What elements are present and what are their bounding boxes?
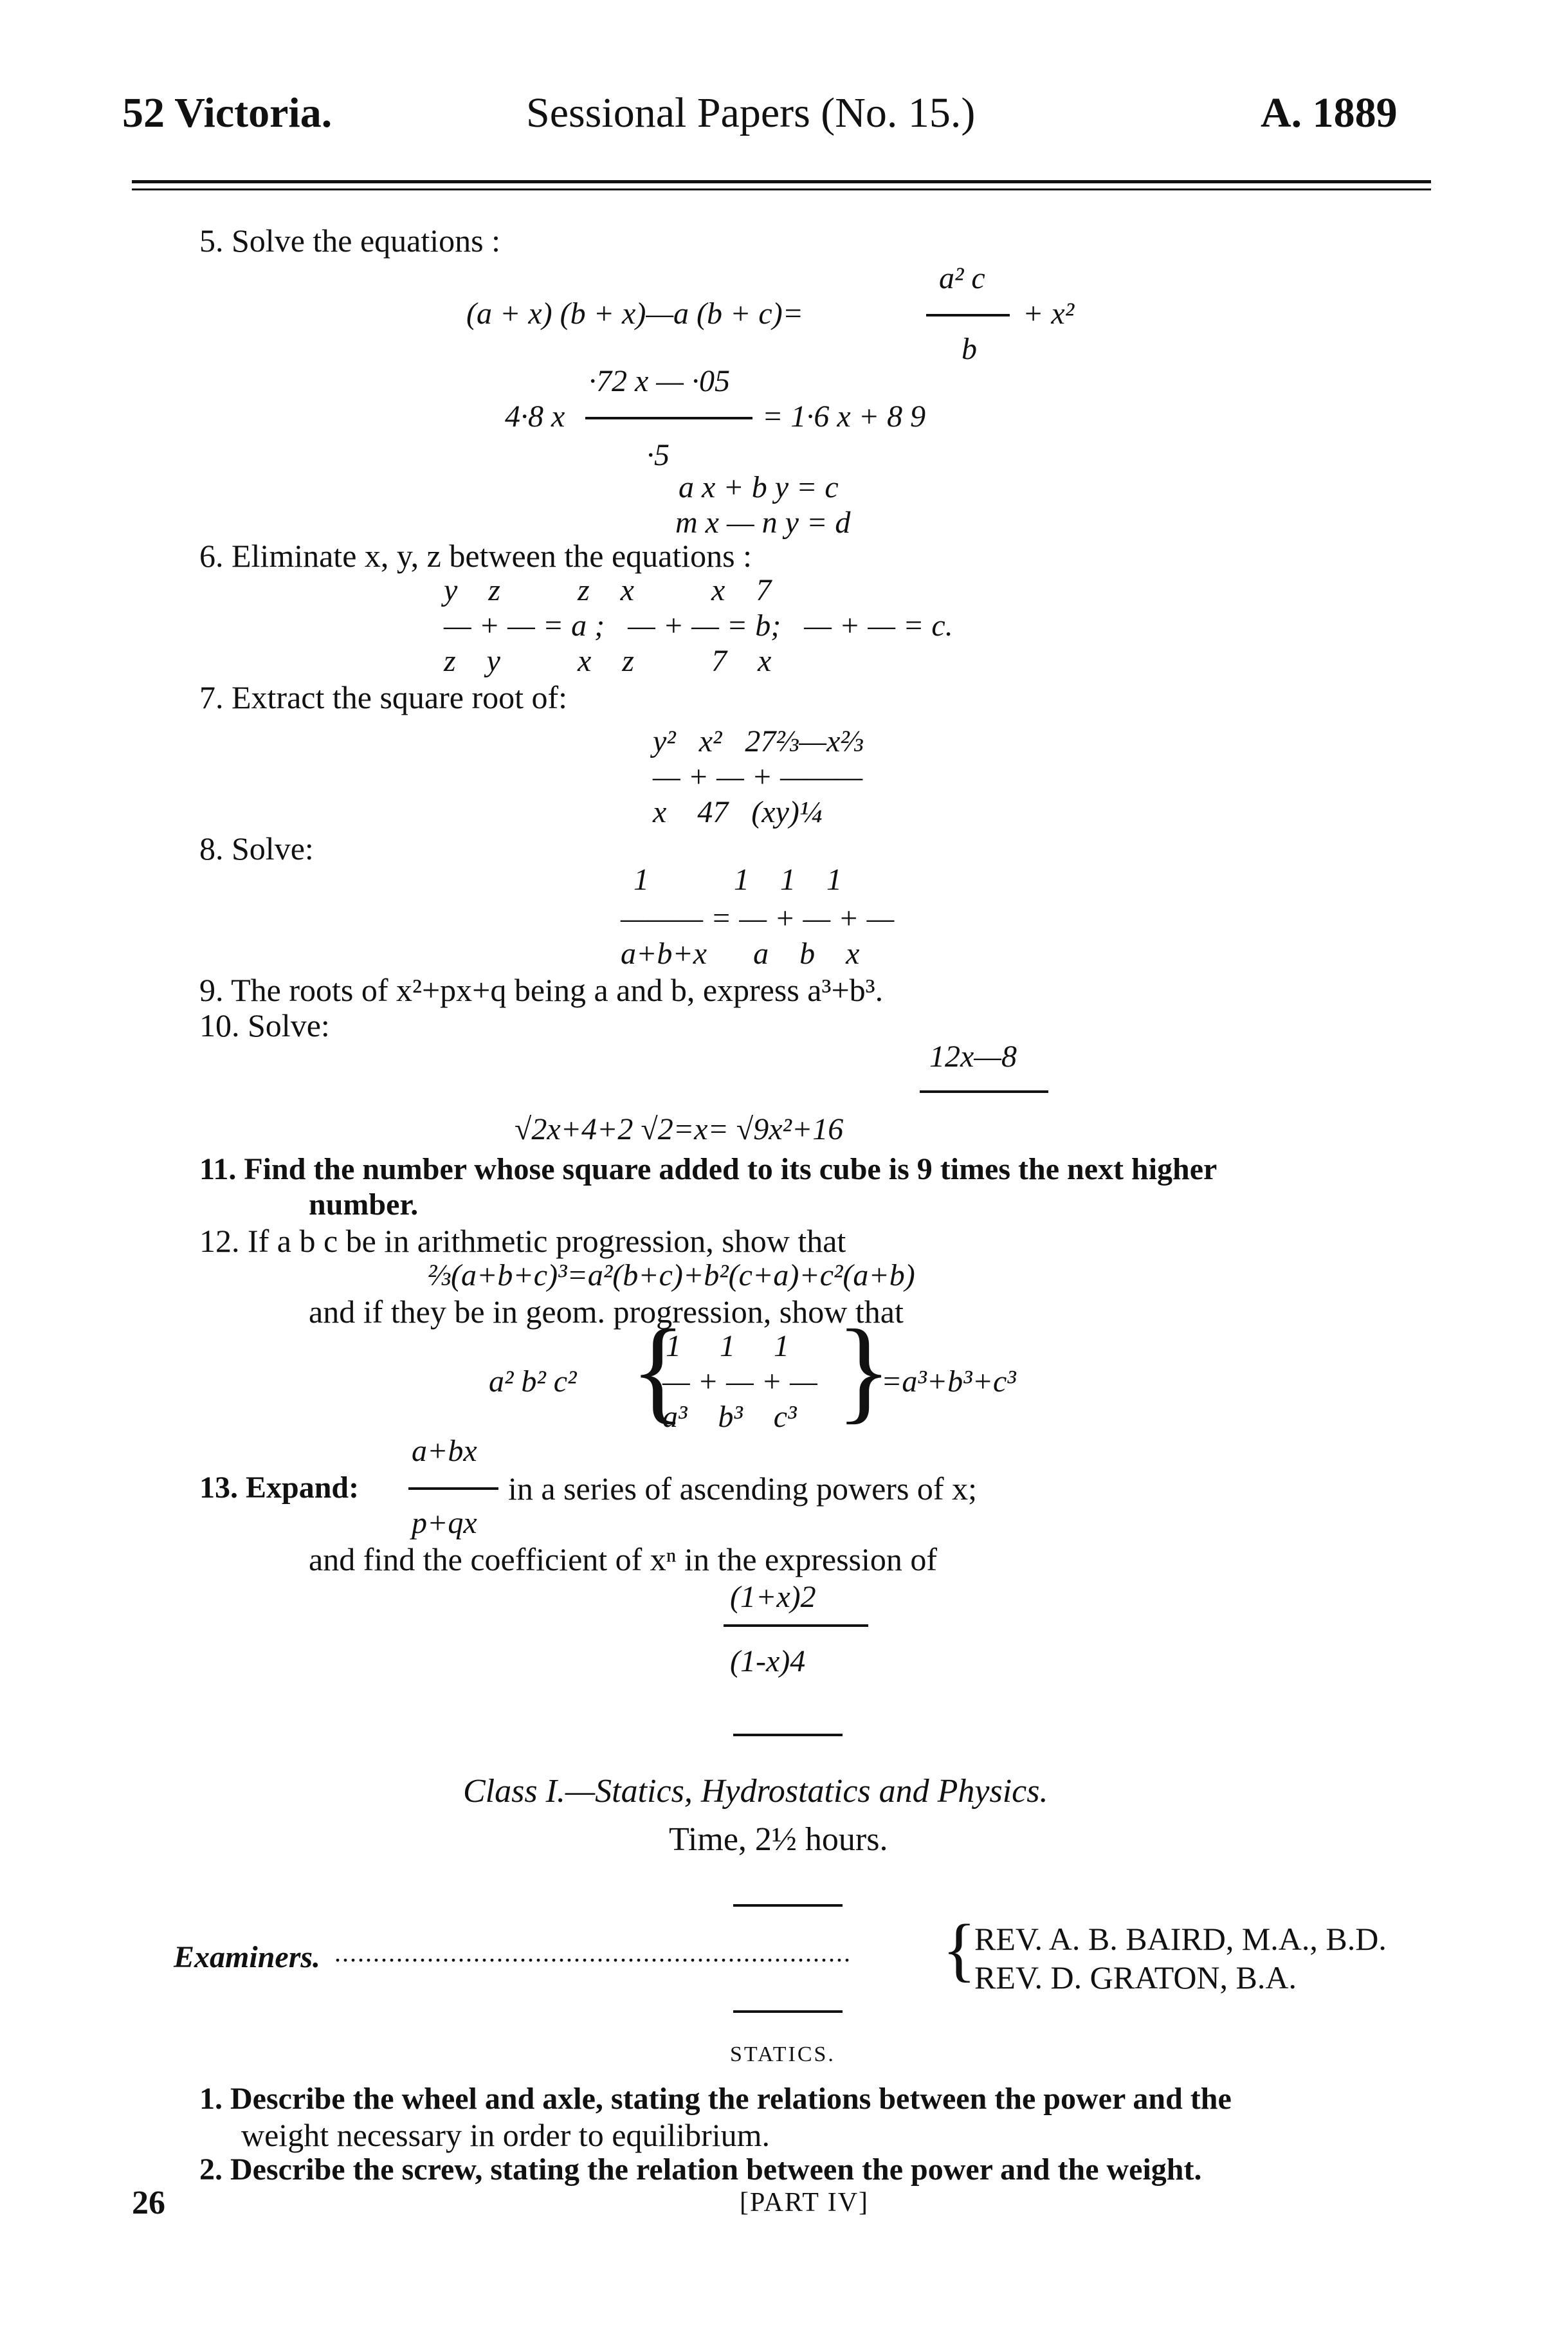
q5-eq4: m x — n y = d <box>675 506 851 540</box>
section-time: Time, 2½ hours. <box>669 1821 888 1858</box>
q5-eq2-bar <box>585 417 752 419</box>
q13-label: 13. Expand: <box>199 1471 360 1505</box>
q13-den: p+qx <box>412 1506 477 1540</box>
q5-eq2-num: ·72 x — ·05 <box>588 364 730 398</box>
q10-num: 12x—8 <box>929 1040 1017 1074</box>
q5-eq3: a x + b y = c <box>679 470 839 504</box>
footer-page-number: 26 <box>132 2185 165 2221</box>
q6-mid: — + — = a ; — + — = b; — + — = c. <box>444 609 953 643</box>
separator <box>733 1904 843 1907</box>
q7-top: y² x² 27⅔—x⅔ <box>653 724 864 758</box>
q8-mid: ——— = — + — + — <box>621 901 895 935</box>
examiner-name-2: REV. D. GRATON, B.A. <box>974 1959 1297 1995</box>
header-rule-top <box>132 180 1431 183</box>
q10-eq: √2x+4+2 √2=x= √9x²+16 <box>515 1112 844 1146</box>
q7-label: 7. Extract the square root of: <box>199 679 568 715</box>
q12-brace-rhs: =a³+b³+c³ <box>881 1364 1016 1399</box>
q12-line1: 12. If a b c be in arithmetic progression, show that <box>199 1223 846 1259</box>
left-brace-icon: { <box>630 1306 686 1434</box>
left-brace-icon: { <box>942 1910 976 1988</box>
q5-label: 5. Solve the equations : <box>199 223 500 259</box>
q5-eq1-num: a² c <box>939 261 985 295</box>
q11-line1: 11. Find the number whose square added to its cube is 9 times the next higher <box>199 1152 1217 1186</box>
footer-part: [PART IV] <box>740 2188 870 2217</box>
q11-line2: number. <box>309 1188 419 1222</box>
examiners-dots: ................................................................... <box>334 1938 852 1967</box>
q13-text: in a series of ascending powers of x; <box>508 1471 977 1507</box>
q7-bot: x 47 (xy)¼ <box>653 795 823 829</box>
q13-frac-bar <box>724 1624 868 1627</box>
q12-line3: and if they be in geom. progression, show that <box>309 1294 904 1330</box>
examiner-name-1: REV. A. B. BAIRD, M.A., B.D. <box>974 1921 1387 1957</box>
q5-eq1-lhs: (a + x) (b + x)—a (b + c)= <box>466 297 804 331</box>
q5-eq1-tail: + x² <box>1023 297 1075 331</box>
q13-bar <box>408 1487 498 1490</box>
q13-num: a+bx <box>412 1434 477 1468</box>
q6-top: y z z x x 7 <box>444 573 772 607</box>
header-center: Sessional Papers (No. 15.) <box>526 89 976 136</box>
q5-eq2-rhs: = 1·6 x + 8 9 <box>762 399 926 434</box>
right-brace-icon: } <box>836 1306 892 1434</box>
q6-bot: z y x z 7 x <box>444 644 772 678</box>
statics-q1-line1: 1. Describe the wheel and axle, stating the relations between the power and the <box>199 2082 1232 2116</box>
q8-bot: a+b+x a b x <box>621 937 860 971</box>
q13-frac-den: (1-x)4 <box>730 1644 806 1678</box>
section-title: Class I.—Statics, Hydrostatics and Physics. <box>463 1773 1048 1810</box>
q13-line2: and find the coefficient of xⁿ in the expression of <box>309 1541 938 1577</box>
statics-heading: STATICS. <box>730 2042 835 2066</box>
q8-top: 1 1 1 1 <box>634 863 842 897</box>
q9-label: 9. The roots of x²+px+q being a and b, express a³+b³. <box>199 972 884 1008</box>
separator <box>733 2010 843 2013</box>
header-right: A. 1889 <box>1261 89 1398 136</box>
header-rule-bottom <box>132 188 1431 190</box>
q5-eq2-den: ·5 <box>646 438 670 472</box>
q5-eq2-lhs: 4·8 x <box>505 399 565 434</box>
statics-q1-line2: weight necessary in order to equilibrium. <box>241 2117 770 2153</box>
header-left: 52 Victoria. <box>122 89 333 136</box>
examiners-label: Examiners. <box>174 1940 321 1974</box>
statics-q2: 2. Describe the screw, stating the relation between the power and the weight. <box>199 2152 1202 2187</box>
q5-eq1-den: b <box>962 332 977 366</box>
q10-label: 10. Solve: <box>199 1007 330 1043</box>
separator <box>733 1734 843 1736</box>
q12-brace-bot: a³ b³ c³ <box>662 1400 797 1434</box>
q12-brace-top: 1 1 1 <box>666 1329 789 1363</box>
q6-label: 6. Eliminate x, y, z between the equations : <box>199 538 752 574</box>
q8-label: 8. Solve: <box>199 830 314 867</box>
q13-frac-num: (1+x)2 <box>730 1580 816 1614</box>
q12-brace-mid: — + — + — <box>662 1364 817 1399</box>
q10-bar <box>920 1090 1048 1093</box>
q5-eq1-bar <box>926 314 1010 316</box>
q12-line2: ⅔(a+b+c)³=a²(b+c)+b²(c+a)+c²(a+b) <box>428 1258 915 1292</box>
q12-brace-lhs: a² b² c² <box>489 1364 577 1399</box>
q7-mid: — + — + ——— <box>653 760 863 794</box>
